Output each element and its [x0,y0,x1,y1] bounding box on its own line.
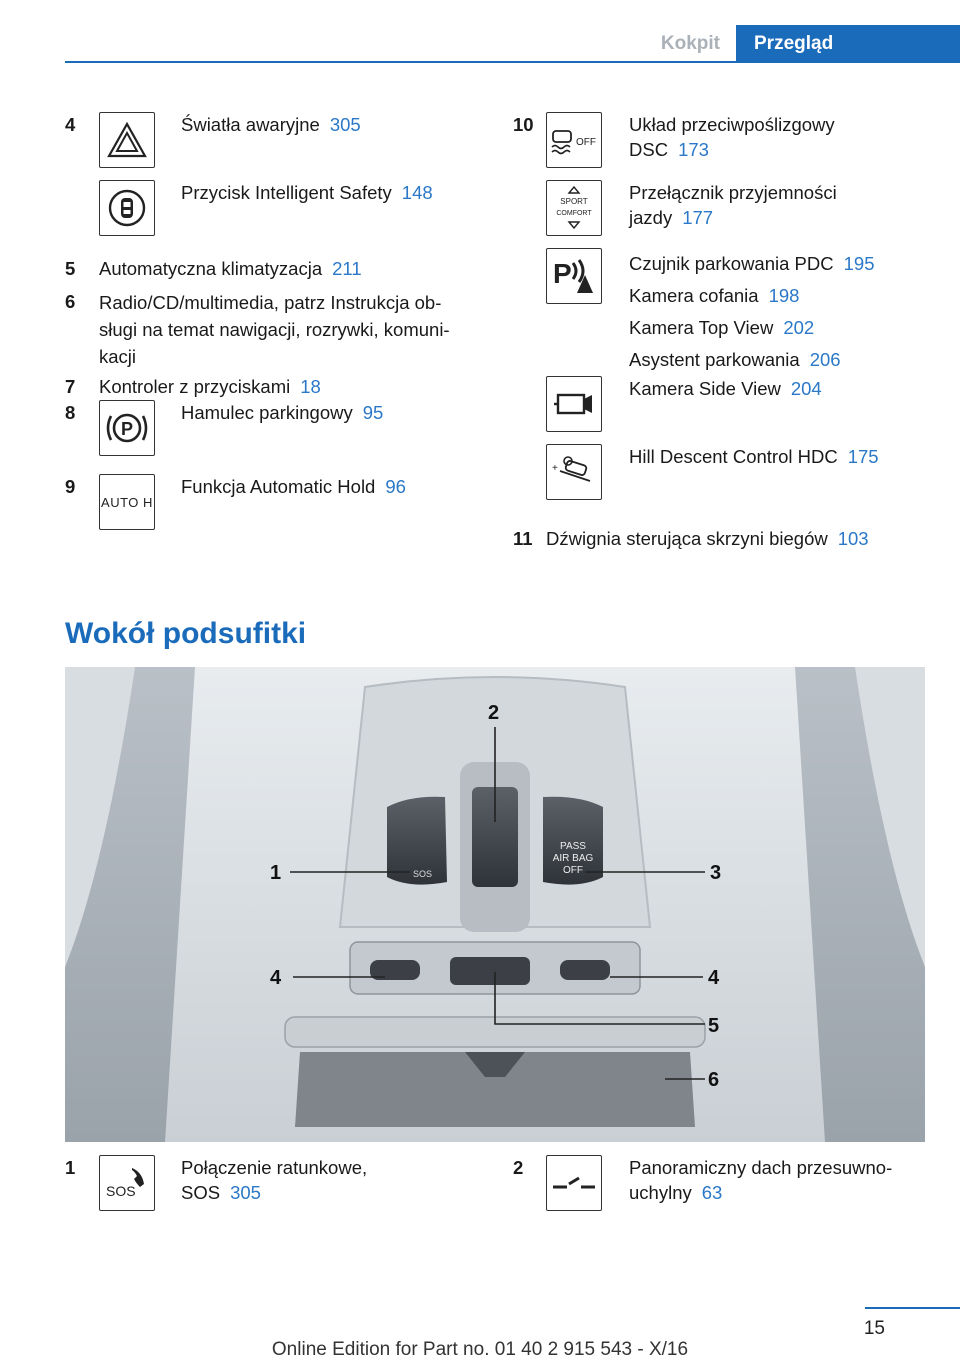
svg-text:P: P [120,419,134,439]
auto-hold-label: AUTO H [101,494,153,510]
left-list [65,112,475,534]
bottom-list-left [65,1155,475,1215]
list-item [65,284,475,366]
page-ref[interactable]: 198 [768,285,800,306]
page-number-divider [865,1307,960,1309]
pdc-entry [629,248,875,280]
item-text-line: sługi na temat nawigacji, rozrywki, komuni- [99,319,450,340]
item-text-line: jazdy [629,207,673,228]
item-text: Kamera Side View [629,378,781,399]
svg-text:5: 5 [708,1015,720,1037]
page-ref[interactable]: 63 [701,1182,723,1203]
list-item [65,1155,475,1215]
item-text-line: Układ przeciwpoślizgowy [629,114,835,135]
svg-text:SPORT: SPORT [560,197,588,206]
page-ref[interactable]: 148 [401,182,433,203]
overhead-console-illustration [65,667,925,1142]
svg-text:AIR BAG: AIR BAG [552,853,594,864]
page-ref[interactable]: 18 [300,376,321,397]
item-text-line: Radio/CD/multimedia, patrz Instrukcja ob- [99,292,442,313]
item-text-line: kacji [99,346,137,367]
pdc-entry [629,280,875,312]
item-text-line: Przełącznik przyjemności [629,182,837,203]
svg-text:SOS: SOS [413,869,433,879]
item-text: Dźwignia sterująca skrzyni biegów [546,528,828,549]
list-item [65,256,475,282]
item-number: 6 [65,291,76,312]
list-item [65,180,475,256]
item-number: 10 [513,114,534,135]
list-item [65,112,475,180]
page-ref[interactable]: 103 [837,528,869,549]
list-item [513,112,933,180]
list-item [513,526,933,552]
header-tabs [645,25,960,62]
section-title: Wokół podsufitki [65,617,307,650]
list-item [513,180,933,248]
page-ref[interactable]: 204 [790,378,822,399]
item-number: 11 [513,528,533,549]
svg-text:PASS: PASS [560,841,586,852]
page-ref[interactable]: 305 [329,114,361,135]
item-text-line: SOS [181,1182,221,1203]
svg-text:2: 2 [488,702,500,724]
item-text: Czujnik parkowania PDC [629,253,834,274]
page-ref[interactable]: 175 [847,446,879,467]
item-number: 7 [65,376,76,397]
item-number: 8 [65,402,76,423]
footer-edition: Online Edition for Part no. 01 40 2 915 543 - X/16 [271,1339,689,1360]
pdc-icon [546,248,602,304]
header-divider [65,61,960,63]
panoramic-roof-icon [546,1155,602,1211]
page-ref[interactable]: 195 [843,253,875,274]
item-number: 2 [513,1157,524,1178]
bottom-list-right [513,1155,933,1215]
svg-text:1: 1 [270,862,282,884]
item-text-line: Połączenie ratunkowe, [181,1157,368,1178]
item-text-line: uchylny [629,1182,692,1203]
page-ref[interactable]: 177 [682,207,714,228]
svg-text:4: 4 [708,967,720,989]
hill-descent-icon [546,444,602,500]
svg-text:4: 4 [270,967,282,989]
page-ref[interactable]: 173 [678,139,709,160]
right-list [513,112,933,552]
item-text: Automatyczna klimatyzacja [99,258,323,279]
list-item [513,444,933,526]
page-ref[interactable]: 96 [385,476,406,497]
list-item [65,374,475,400]
sos-icon [99,1155,155,1211]
item-text-line: Panoramiczny dach przesuwno- [629,1157,893,1178]
item-text: Hamulec parkingowy [181,402,353,423]
item-text: Funkcja Automatic Hold [181,476,376,497]
svg-text:SOS: SOS [106,1183,136,1199]
parking-brake-icon [99,400,155,456]
item-text-line: DSC [629,139,669,160]
page-ref[interactable]: 95 [362,402,384,423]
page-ref[interactable]: 305 [230,1182,261,1203]
list-item [513,1155,933,1215]
page-number: 15 [863,1318,885,1339]
pdc-entry [629,344,875,376]
tab-kokpit[interactable]: Kokpit [645,25,736,62]
item-number: 1 [65,1157,76,1178]
page-ref[interactable]: 206 [809,349,841,370]
item-number: 9 [65,476,76,497]
svg-text:+: + [552,463,558,474]
list-item [513,376,933,444]
item-text: Światła awaryjne [181,114,320,135]
auto-hold-icon [99,474,155,530]
tab-przeglad[interactable]: Przegląd [736,25,960,62]
intelligent-safety-icon [99,180,155,236]
item-text: Przycisk Intelligent Safety [181,182,392,203]
item-number: 4 [65,114,76,135]
item-text: Kamera cofania [629,285,759,306]
svg-text:COMFORT: COMFORT [556,210,592,217]
page-ref[interactable]: 211 [332,258,362,279]
item-text: Hill Descent Control HDC [629,446,838,467]
svg-text:P: P [553,258,572,289]
page-ref[interactable]: 202 [783,317,815,338]
side-view-camera-icon [546,376,602,432]
item-text: Kamera Top View [629,317,774,338]
list-item [513,248,933,376]
item-text: Kontroler z przyciskami [99,376,291,397]
svg-text:OFF: OFF [563,865,583,876]
pdc-entry [629,312,875,344]
item-text: Asystent parkowania [629,349,800,370]
dsc-off-icon [546,112,602,168]
item-number: 5 [65,258,76,279]
driving-mode-switch-icon [546,180,602,236]
svg-text:6: 6 [708,1069,720,1091]
hazard-triangle-icon [99,112,155,168]
list-item [65,474,475,534]
list-item [65,400,475,474]
svg-text:3: 3 [710,862,722,884]
svg-text:OFF: OFF [576,137,596,148]
